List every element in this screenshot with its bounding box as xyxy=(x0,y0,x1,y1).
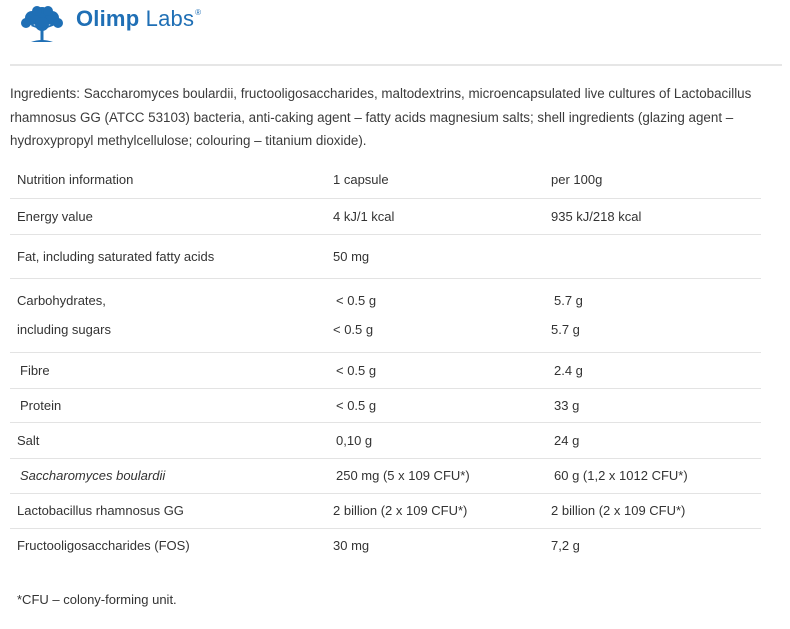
row-per-capsule: 30 mg xyxy=(333,538,370,554)
registered-mark: ® xyxy=(195,8,202,17)
table-row xyxy=(10,493,761,528)
brand-name-bold: Olimp xyxy=(76,6,140,31)
table-row xyxy=(10,388,761,422)
site-header xyxy=(0,0,790,62)
row-per-100g-cell xyxy=(551,458,761,493)
row-label: Lactobacillus rhamnosus GG xyxy=(10,493,333,528)
row-label: Energy value xyxy=(10,198,333,234)
header-per-100g: per 100g xyxy=(551,161,761,198)
row-label: Saccharomyces boulardii xyxy=(20,468,166,483)
row-per-100g: 7,2 g xyxy=(551,538,580,554)
row-per-capsule-cell xyxy=(333,422,551,458)
nutrition-table xyxy=(10,161,761,563)
table-header-row xyxy=(10,161,761,198)
brand-name-light: Labs xyxy=(139,6,195,31)
table-row xyxy=(10,198,761,234)
row-per-capsule: 0,10 g xyxy=(336,432,373,448)
row-per-capsule: 50 mg xyxy=(333,234,551,278)
table-row xyxy=(10,422,761,458)
table-row xyxy=(10,458,761,493)
row-sublabel: including sugars xyxy=(17,322,111,337)
tree-logo-icon[interactable] xyxy=(17,4,67,44)
row-label: Fructooligosaccharides (FOS) xyxy=(17,538,190,554)
header-label: Nutrition information xyxy=(10,161,333,198)
row-per-100g-cell xyxy=(551,388,761,422)
row-label-cell xyxy=(10,278,333,352)
row-per-100g-cell xyxy=(551,278,761,352)
table-row xyxy=(10,278,761,352)
row-per-100g-sub: 5.7 g xyxy=(551,322,580,337)
row-per-100g: 2.4 g xyxy=(554,362,583,378)
table-row xyxy=(10,352,761,388)
row-label: Fibre xyxy=(20,362,50,378)
row-per-capsule-cell xyxy=(333,388,551,422)
row-per-100g-cell xyxy=(551,352,761,388)
table-row xyxy=(10,528,761,563)
table-row xyxy=(10,234,761,278)
row-per-capsule: 250 mg (5 x 109 CFU*) xyxy=(336,468,470,483)
row-per-100g: 2 billion (2 x 109 CFU*) xyxy=(551,493,761,528)
row-per-capsule: < 0.5 g xyxy=(336,397,377,413)
cfu-footnote: *CFU – colony-forming unit. xyxy=(17,592,177,607)
row-label-cell xyxy=(10,388,333,422)
row-label: Salt xyxy=(10,422,333,458)
row-label: Protein xyxy=(20,397,62,413)
row-per-capsule: < 0.5 g xyxy=(336,293,377,308)
row-per-capsule: 2 billion (2 x 109 CFU*) xyxy=(333,493,551,528)
brand-logo-text[interactable] xyxy=(76,6,201,32)
ingredients-text: Ingredients: Saccharomyces boulardii, fructooligosaccharides, maltodextrins, microencapsulated live cultures of Lactobacillus rhamnosus GG (ATCC 53103) bacteria, anti-caking agent – fatty acids magnesium salts; shell ingredients (glazing agent – hydroxypropyl methylcellulose; colouring – titanium dioxide). xyxy=(10,86,752,148)
row-per-100g xyxy=(551,234,761,278)
row-per-100g: 5.7 g xyxy=(554,293,583,308)
row-label: Fat, including saturated fatty acids xyxy=(10,234,333,278)
row-per-capsule-cell xyxy=(333,278,551,352)
row-per-100g: 24 g xyxy=(554,432,580,448)
row-per-100g-cell xyxy=(551,422,761,458)
row-label: Carbohydrates, xyxy=(17,293,106,308)
header-per-capsule: 1 capsule xyxy=(333,161,551,198)
row-per-100g: 33 g xyxy=(554,397,580,413)
row-per-capsule-cell xyxy=(333,458,551,493)
row-label-cell xyxy=(10,352,333,388)
row-per-100g: 60 g (1,2 x 1012 CFU*) xyxy=(554,468,688,483)
row-label-cell xyxy=(10,458,333,493)
row-per-capsule-cell xyxy=(333,352,551,388)
row-per-capsule: 4 kJ/1 kcal xyxy=(333,198,551,234)
row-per-capsule: < 0.5 g xyxy=(336,362,377,378)
row-per-capsule-sub: < 0.5 g xyxy=(333,322,374,337)
header-divider xyxy=(10,64,782,66)
row-per-100g: 935 kJ/218 kcal xyxy=(551,198,761,234)
